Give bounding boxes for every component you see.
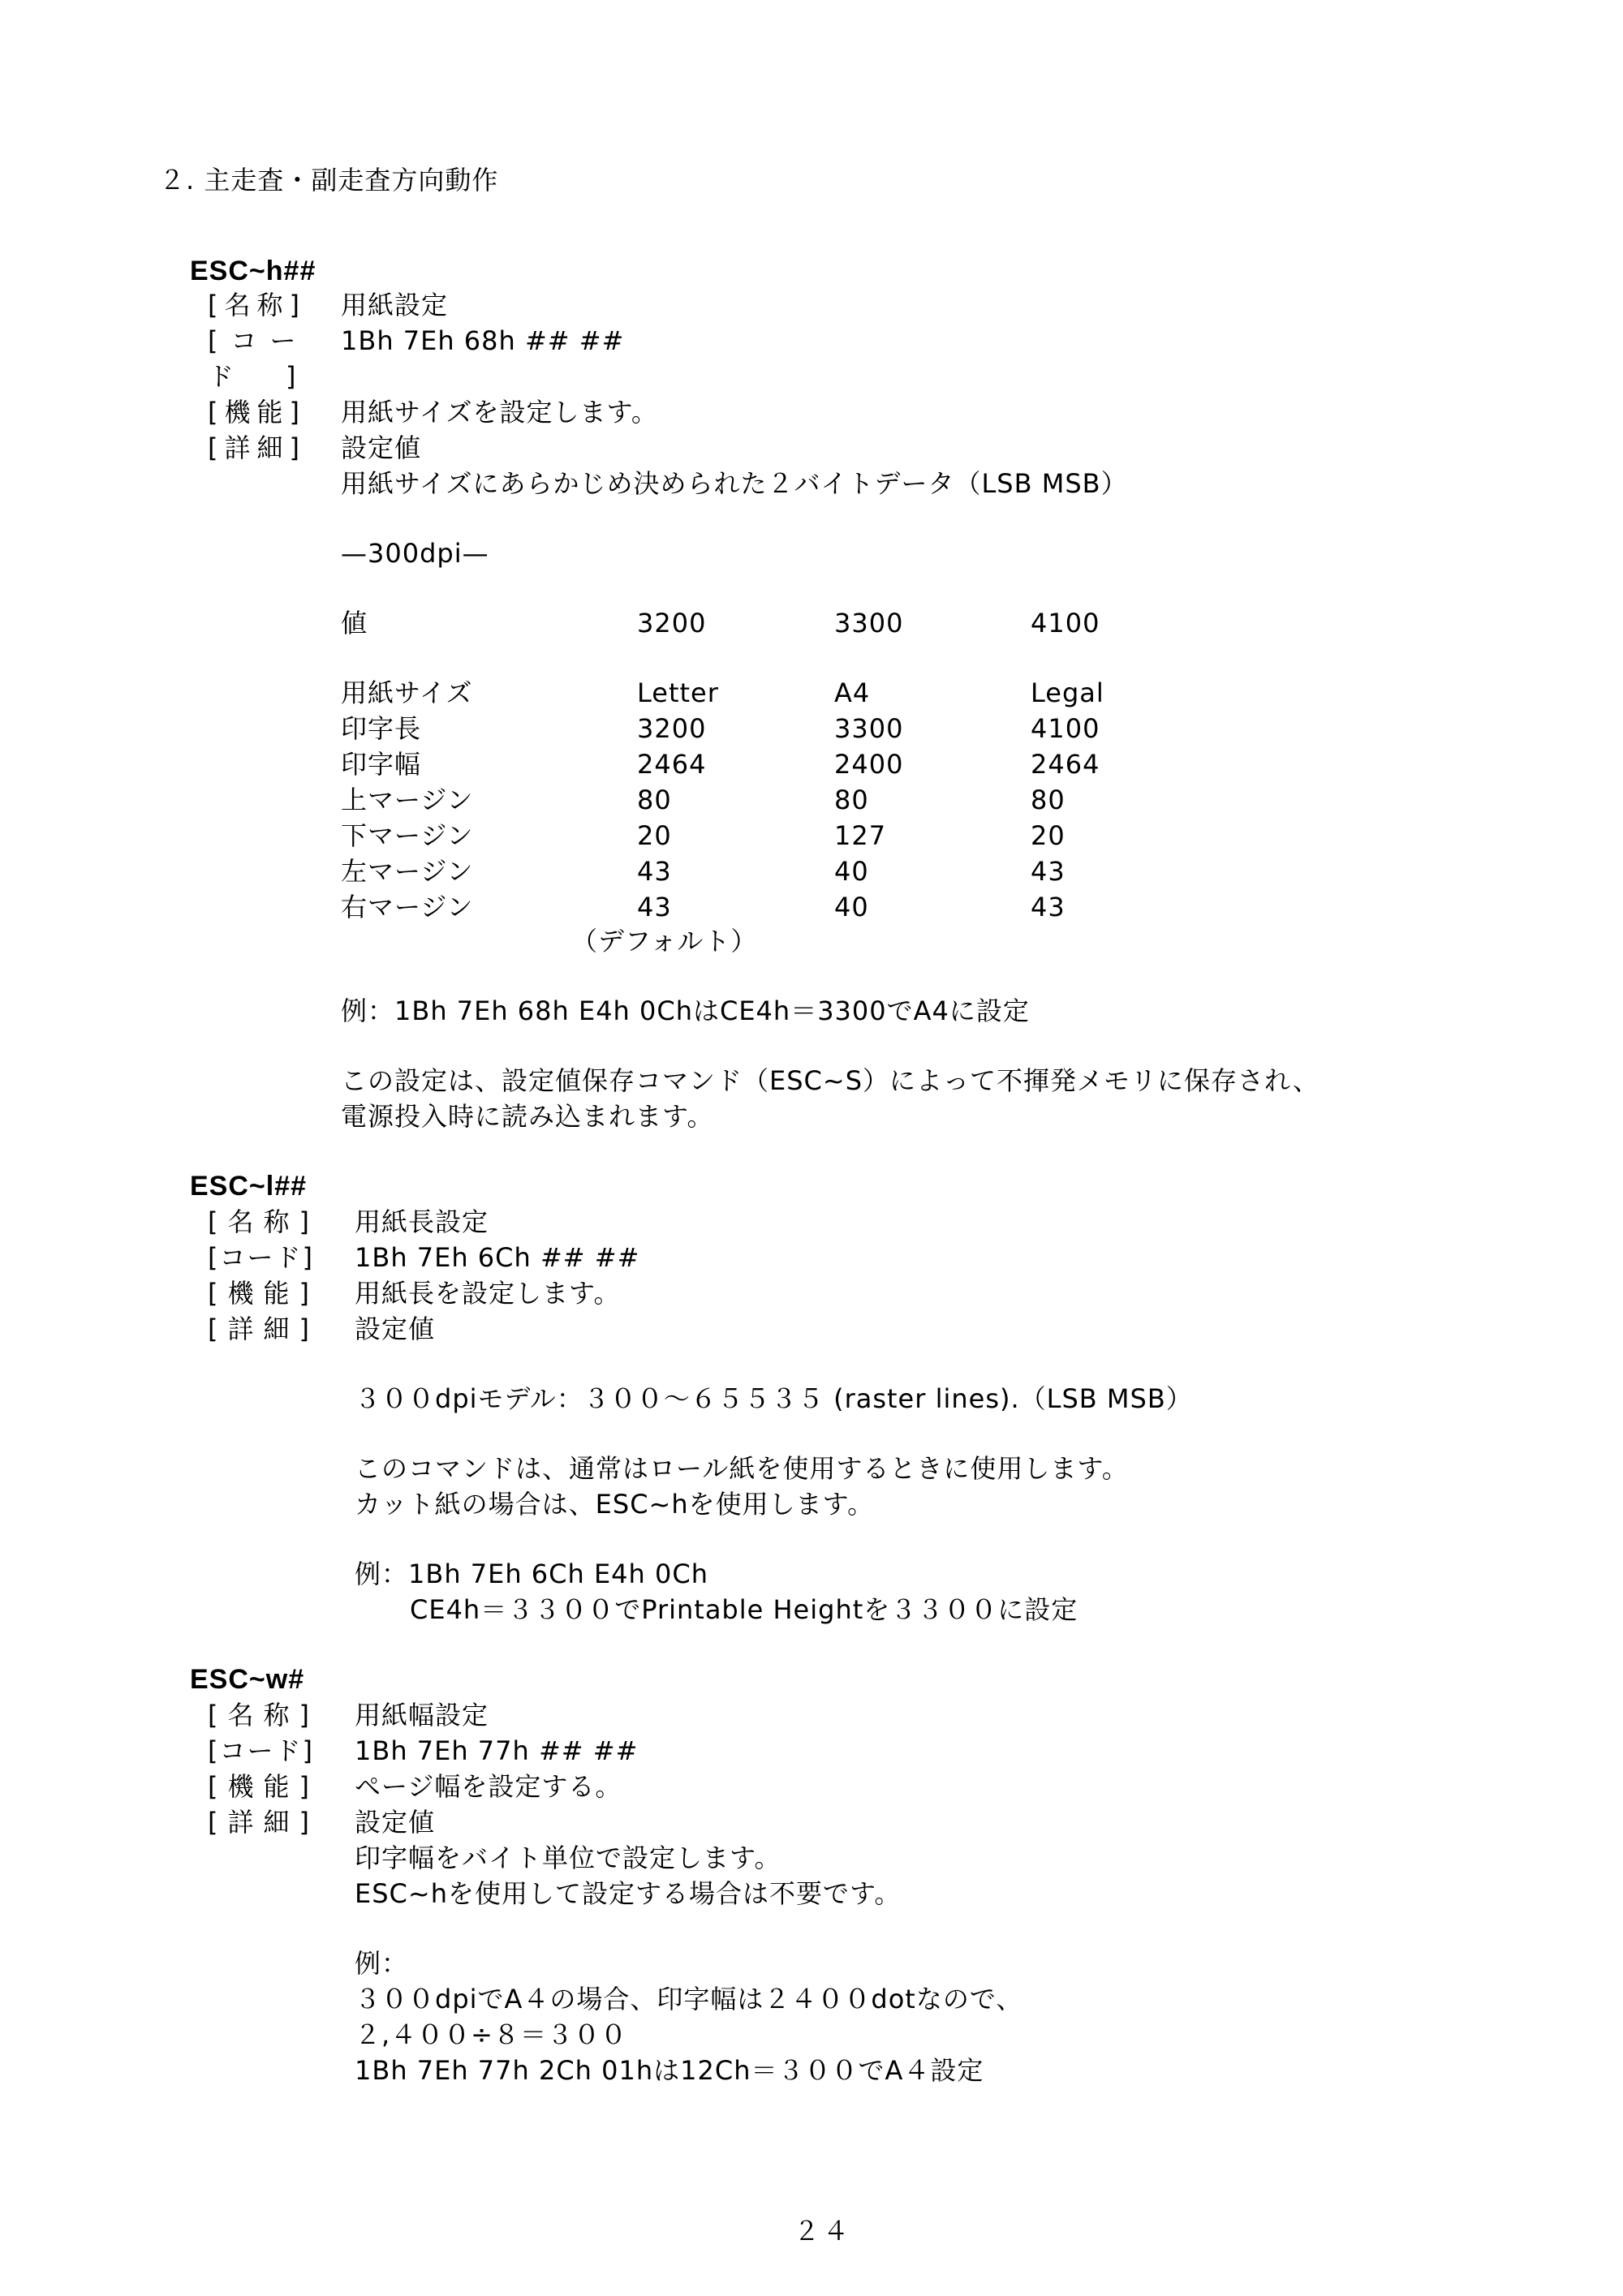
dpi-heading: —300dpi—	[341, 538, 489, 569]
esc-l-detail-1: 設定値	[355, 1314, 436, 1344]
esc-h-name: 用紙設定	[341, 290, 449, 320]
table-header-cell: 3200	[637, 608, 707, 638]
table-cell: Legal	[1031, 677, 1104, 708]
esc-l-range: ３００dpiモデル：３００～６５５３５ (raster lines).（LSB MSB）	[355, 1383, 1193, 1414]
esc-h-func: 用紙サイズを設定します。	[341, 397, 658, 428]
table-cell: 右マージン	[341, 892, 474, 922]
table-cell: 80	[637, 785, 672, 815]
table-cell: 20	[637, 820, 672, 851]
esc-l-detail-label: [詳細]	[208, 1314, 319, 1344]
esc-l-name-label: [名称]	[208, 1206, 319, 1237]
esc-w-detail-1: 設定値	[355, 1807, 436, 1838]
table-cell: 左マージン	[341, 856, 474, 887]
esc-h-code-label-2: ド ]	[208, 361, 309, 392]
table-cell: 2464	[1031, 749, 1100, 780]
table-header-cell: 値	[341, 608, 368, 638]
esc-h-code-label-1: [コー	[208, 325, 309, 356]
esc-w-name-label: [名称]	[208, 1700, 319, 1731]
table-cell: 用紙サイズ	[341, 677, 473, 708]
table-cell: 40	[834, 856, 869, 887]
esc-l-header: ESC~l##	[190, 1171, 308, 1202]
esc-w-example-3: 1Bh 7Eh 77h 2Ch 01hは12Ch＝３００でA４設定	[355, 2055, 984, 2086]
esc-w-detail-3: ESC~hを使用して設定する場合は不要です。	[355, 1878, 902, 1909]
esc-h-note-1: この設定は、設定値保存コマンド（ESC~S）によって不揮発メモリに保存され、	[341, 1065, 1319, 1096]
esc-h-name-label: [名称]	[208, 290, 306, 320]
table-cell: 上マージン	[341, 785, 474, 815]
esc-w-code-label: [コード]	[208, 1735, 314, 1766]
table-cell: 2400	[834, 749, 904, 780]
table-header-cell: 4100	[1031, 608, 1100, 638]
esc-w-func: ページ幅を設定する。	[355, 1771, 622, 1802]
esc-w-header: ESC~w#	[190, 1664, 305, 1695]
table-cell: 2464	[637, 749, 707, 780]
table-header-cell: 3300	[834, 608, 904, 638]
esc-h-detail-label: [詳細]	[208, 432, 306, 463]
esc-h-code: 1Bh 7Eh 68h ## ##	[341, 325, 625, 356]
table-cell: 43	[637, 856, 672, 887]
section-title: ２. 主走査・副走査方向動作	[159, 165, 499, 196]
table-cell: 下マージン	[341, 820, 474, 851]
esc-l-note-1: このコマンドは、通常はロール紙を使用するときに使用します。	[355, 1453, 1129, 1484]
esc-l-example-2: CE4h＝３３００でPrintable Heightを３３００に設定	[410, 1594, 1078, 1625]
table-cell: 127	[834, 820, 887, 851]
default-note: （デフォルト）	[571, 926, 758, 957]
table-cell: 40	[834, 892, 869, 922]
esc-h-detail-1: 設定値	[341, 432, 422, 463]
esc-w-example-2: ２,４００÷８＝３００	[355, 2019, 627, 2050]
esc-h-header: ESC~h##	[190, 256, 316, 286]
esc-w-detail-2: 印字幅をバイト単位で設定します。	[355, 1842, 781, 1873]
table-cell: A4	[834, 677, 871, 708]
esc-w-func-label: [機能]	[208, 1771, 319, 1802]
esc-l-code: 1Bh 7Eh 6Ch ## ##	[355, 1242, 640, 1273]
table-cell: 43	[637, 892, 672, 922]
esc-h-note-2: 電源投入時に読み込まれます。	[341, 1101, 714, 1132]
esc-l-example-1: 例：1Bh 7Eh 6Ch E4h 0Ch	[355, 1559, 708, 1589]
esc-w-code: 1Bh 7Eh 77h ## ##	[355, 1735, 639, 1766]
table-cell: 43	[1031, 856, 1065, 887]
esc-l-name: 用紙長設定	[355, 1206, 489, 1237]
table-cell: 3200	[637, 713, 707, 744]
esc-w-example-1: ３００dpiでA４の場合、印字幅は２４００dotなので、	[355, 1984, 1023, 2014]
table-cell: 43	[1031, 892, 1065, 922]
esc-l-func: 用紙長を設定します。	[355, 1278, 621, 1309]
esc-l-note-2: カット紙の場合は、ESC~hを使用します。	[355, 1489, 875, 1520]
table-cell: 印字長	[341, 713, 422, 744]
table-cell: 3300	[834, 713, 904, 744]
esc-w-name: 用紙幅設定	[355, 1700, 489, 1731]
esc-h-example: 例：1Bh 7Eh 68h E4h 0ChはCE4h＝3300でA4に設定	[341, 995, 1030, 1026]
table-cell: 80	[1031, 785, 1065, 815]
esc-w-detail-label: [詳細]	[208, 1807, 319, 1838]
table-cell: 80	[834, 785, 869, 815]
esc-h-func-label: [機能]	[208, 397, 306, 428]
esc-h-detail-2: 用紙サイズにあらかじめ決められた２バイトデータ（LSB MSB）	[341, 468, 1128, 499]
esc-l-func-label: [機能]	[208, 1278, 319, 1309]
table-cell: 4100	[1031, 713, 1100, 744]
table-cell: 印字幅	[341, 749, 422, 780]
esc-w-example-label: 例：	[355, 1948, 409, 1979]
page-number: ２４	[794, 2216, 853, 2247]
table-cell: 20	[1031, 820, 1065, 851]
esc-l-code-label: [コード]	[208, 1242, 314, 1273]
table-cell: Letter	[637, 677, 719, 708]
